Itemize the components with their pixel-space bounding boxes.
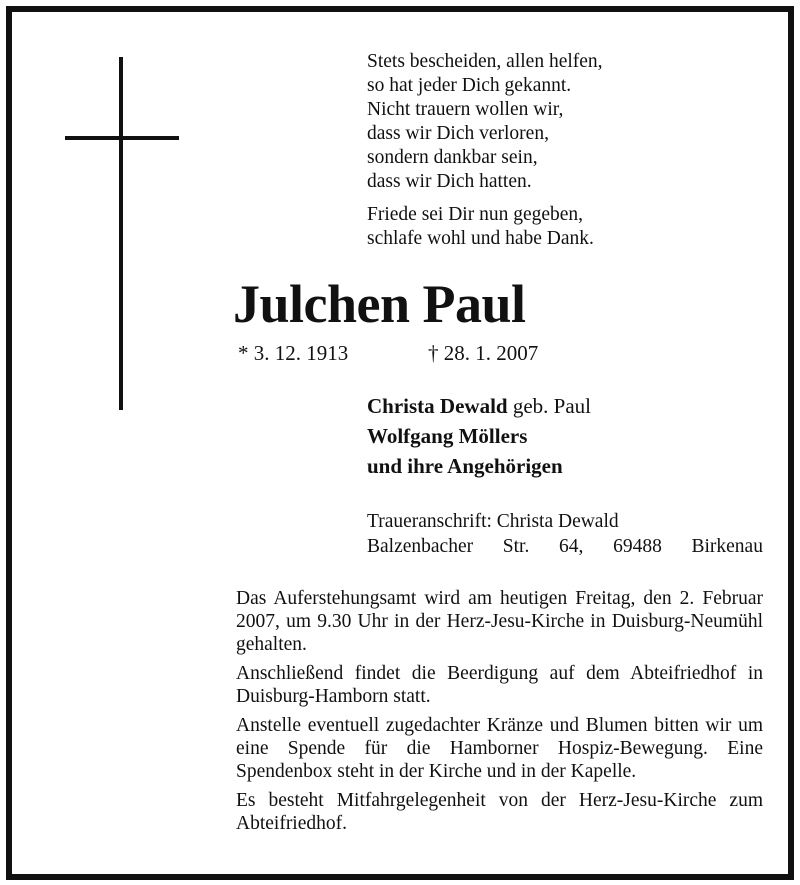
poem-stanza-1 bbox=[367, 50, 603, 194]
poem-line: Stets bescheiden, allen helfen, bbox=[367, 51, 603, 72]
death-date: † 28. 1. 2007 bbox=[428, 341, 539, 365]
address-word: Balzenbacher bbox=[367, 536, 474, 557]
address-word: 64, bbox=[559, 536, 584, 557]
obituary-frame bbox=[6, 6, 794, 880]
address-line-2 bbox=[367, 534, 763, 559]
cross-icon-bar bbox=[65, 136, 179, 140]
poem-stanza-2 bbox=[367, 203, 603, 251]
poem-line: dass wir Dich hatten. bbox=[367, 171, 532, 192]
address-line-1: Traueranschrift: Christa Dewald bbox=[367, 511, 619, 532]
paragraph-burial: Anschließend findet die Beerdigung auf dem Abteifriedhof in Duisburg-Hamborn statt. bbox=[236, 663, 763, 707]
poem-line: so hat jeder Dich gekannt. bbox=[367, 75, 572, 96]
paragraph-ride: Es besteht Mitfahrgelegenheit von der Herz-Jesu-Kirche zum Abteifriedhof. bbox=[236, 790, 763, 834]
poem bbox=[367, 50, 603, 260]
cross-icon bbox=[119, 57, 123, 410]
service-details bbox=[236, 587, 763, 841]
life-dates bbox=[238, 339, 539, 367]
poem-line: Friede sei Dir nun gegeben, bbox=[367, 204, 584, 225]
deceased-name: Julchen Paul bbox=[233, 274, 526, 334]
address-word: Str. bbox=[502, 536, 530, 557]
poem-line: schlafe wohl und habe Dank. bbox=[367, 228, 594, 249]
paragraph-donation: Anstelle eventuell zugedachter Kränze und Blumen bitten wir um eine Spende für die Hamborner Hospiz-Bewegung. Eine Spendenbox steht in der Kirche und in der Kapelle. bbox=[236, 715, 763, 782]
address-word: 69488 bbox=[613, 536, 662, 557]
mourner-line-1 bbox=[367, 391, 591, 421]
mourner-line-3: und ihre Angehörigen bbox=[367, 454, 563, 478]
birth-date: * 3. 12. 1913 bbox=[238, 341, 349, 365]
poem-line: dass wir Dich verloren, bbox=[367, 123, 549, 144]
mourners bbox=[367, 391, 591, 481]
poem-line: Nicht trauern wollen wir, bbox=[367, 99, 564, 120]
address-word: Birkenau bbox=[691, 536, 763, 557]
mourner-line-2: Wolfgang Möllers bbox=[367, 424, 528, 448]
maiden-name: geb. Paul bbox=[507, 394, 591, 418]
mourner-name: Christa Dewald bbox=[367, 394, 508, 418]
paragraph-service: Das Auferstehungsamt wird am heutigen Freitag, den 2. Februar 2007, um 9.30 Uhr in der Herz-Jesu-Kirche in Duisburg-Neumühl gehalten. bbox=[236, 588, 763, 655]
mourning-address bbox=[367, 509, 763, 559]
poem-line: sondern dankbar sein, bbox=[367, 147, 538, 168]
